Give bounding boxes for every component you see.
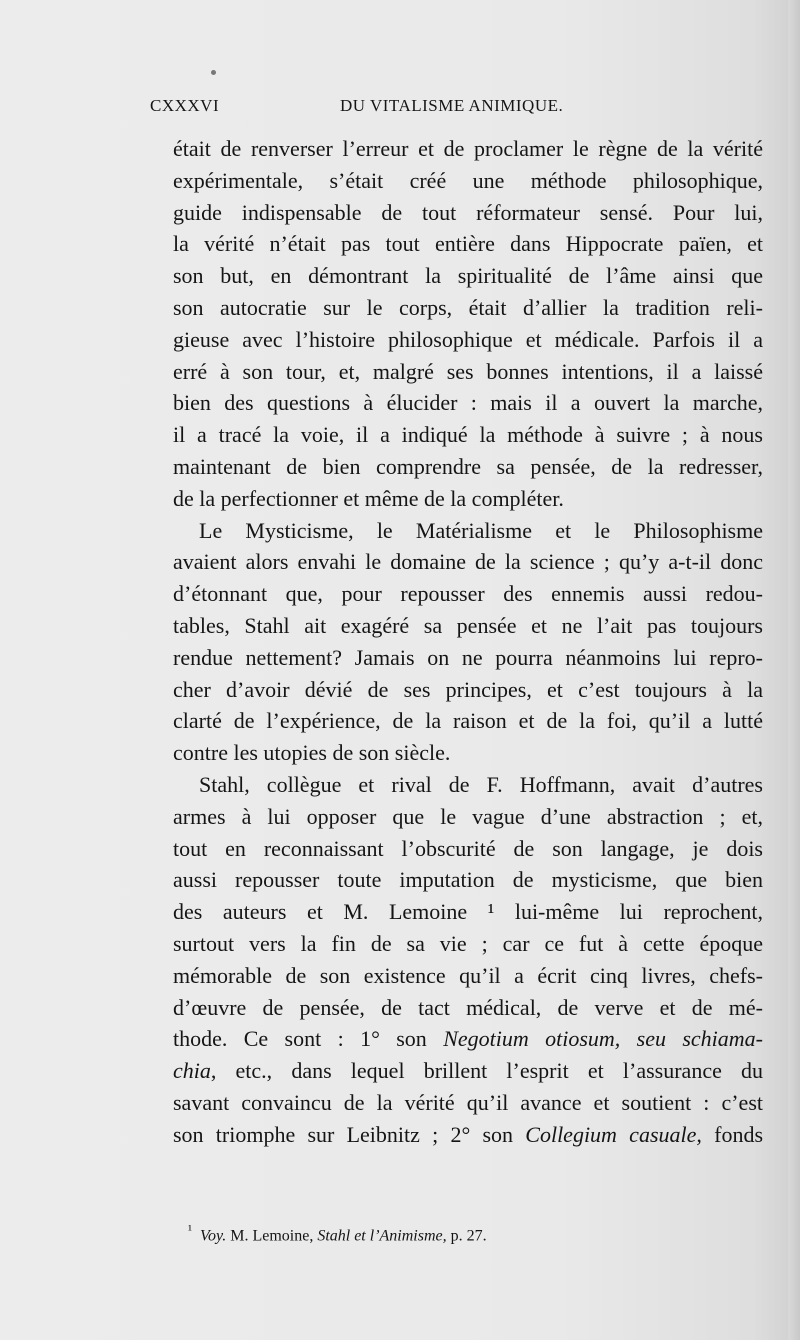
running-head (150, 96, 760, 122)
text-line: contre les utopies de son siècle. (173, 740, 451, 766)
text-run: fonds (701, 1121, 764, 1147)
body-text (173, 133, 763, 1151)
text-line: bien des questions à élucider : mais il a ouvert la marche, (173, 390, 763, 416)
text-line: gieuse avec l’histoire philosophique et médicale. Parfois il a (173, 326, 763, 352)
text-line: Le Mysticisme, le Matérialisme et le Philosophisme (199, 517, 763, 543)
text-line: surtout vers la fin de sa vie ; car ce fut à cette époque (173, 930, 763, 956)
text-line: la vérité n’était pas tout entière dans Hippocrate païen, et (173, 231, 763, 257)
text-line (173, 1055, 763, 1087)
text-line: expérimentale, s’était créé une méthode philosophique, (173, 167, 763, 193)
italic-title: chia (173, 1058, 211, 1084)
italic-title: Collegium casuale, (525, 1121, 702, 1147)
text-line: il a tracé la voie, il a indiqué la méthode à suivre ; à nous (173, 422, 763, 448)
text-line: savant convaincu de la vérité qu’il avance et soutient : c’est (173, 1089, 763, 1115)
text-line: son but, en démontrant la spiritualité de l’âme ainsi que (173, 263, 763, 289)
footnote-author: M. Lemoine, (226, 1227, 318, 1245)
text-line: Stahl, collègue et rival de F. Hoffmann, avait d’autres (199, 771, 763, 797)
text-line: erré à son tour, et, malgré ses bonnes intentions, il a laissé (173, 358, 763, 384)
text-line: de la perfectionner et même de la compléter. (173, 485, 564, 511)
text-line: était de renverser l’erreur et de proclamer le règne de la vérité (173, 136, 763, 161)
text-run: , etc., dans lequel brillent l’esprit et l’assurance du (210, 1058, 763, 1084)
running-title: DU VITALISME ANIMIQUE. (340, 96, 564, 115)
text-line: rendue nettement? Jamais on ne pourra néanmoins lui repro- (173, 644, 763, 670)
text-line: tables, Stahl ait exagéré sa pensée et ne l’ait pas toujours (173, 612, 763, 638)
text-run: son triomphe sur Leibnitz ; 2° son (173, 1121, 526, 1147)
text-line: guide indispensable de tout réformateur sensé. Pour lui, (173, 199, 763, 225)
text-line: clarté de l’expérience, de la raison et de la foi, qu’il a lutté (173, 708, 763, 734)
text-line (173, 1023, 763, 1055)
text-line: aussi repousser toute imputation de mysticisme, que bien (173, 867, 763, 893)
text-line: maintenant de bien comprendre sa pensée, de la redresser, (173, 453, 763, 479)
text-line: d’étonnant que, pour repousser des ennemis aussi redou- (173, 581, 763, 607)
page-number: CXXXVI (150, 96, 220, 115)
ink-speck (211, 70, 216, 75)
text-line: son autocratie sur le corps, était d’allier la tradition reli- (173, 294, 763, 320)
text-line (173, 1119, 763, 1151)
text-line: tout en reconnaissant l’obscurité de son langage, je dois (173, 835, 763, 861)
text-line: mémorable de son existence qu’il a écrit cinq livres, chefs- (173, 962, 763, 988)
footnote-work: Stahl et l’Animisme, (317, 1227, 447, 1245)
footnote-marker: ¹ (188, 1222, 192, 1237)
footnote-page: p. 27. (446, 1227, 487, 1245)
italic-title: Negotium otiosum, seu schiama- (443, 1026, 764, 1052)
text-line: armes à lui opposer que le vague d’une abstraction ; et, (173, 803, 763, 829)
text-line: cher d’avoir dévié de ses principes, et c’est toujours à la (173, 676, 763, 702)
footnote (188, 1222, 487, 1245)
text-line: des auteurs et M. Lemoine ¹ lui-même lui reprochent, (173, 899, 763, 925)
text-line: avaient alors envahi le domaine de la science ; qu’y a-t-il donc (173, 549, 763, 575)
text-line: d’œuvre de pensée, de tact médical, de verve et de mé- (173, 994, 763, 1020)
page-edge-shadow (788, 0, 800, 1340)
footnote-voy: Voy. (200, 1227, 227, 1245)
text-run: thode. Ce sont : 1° son (173, 1026, 444, 1052)
